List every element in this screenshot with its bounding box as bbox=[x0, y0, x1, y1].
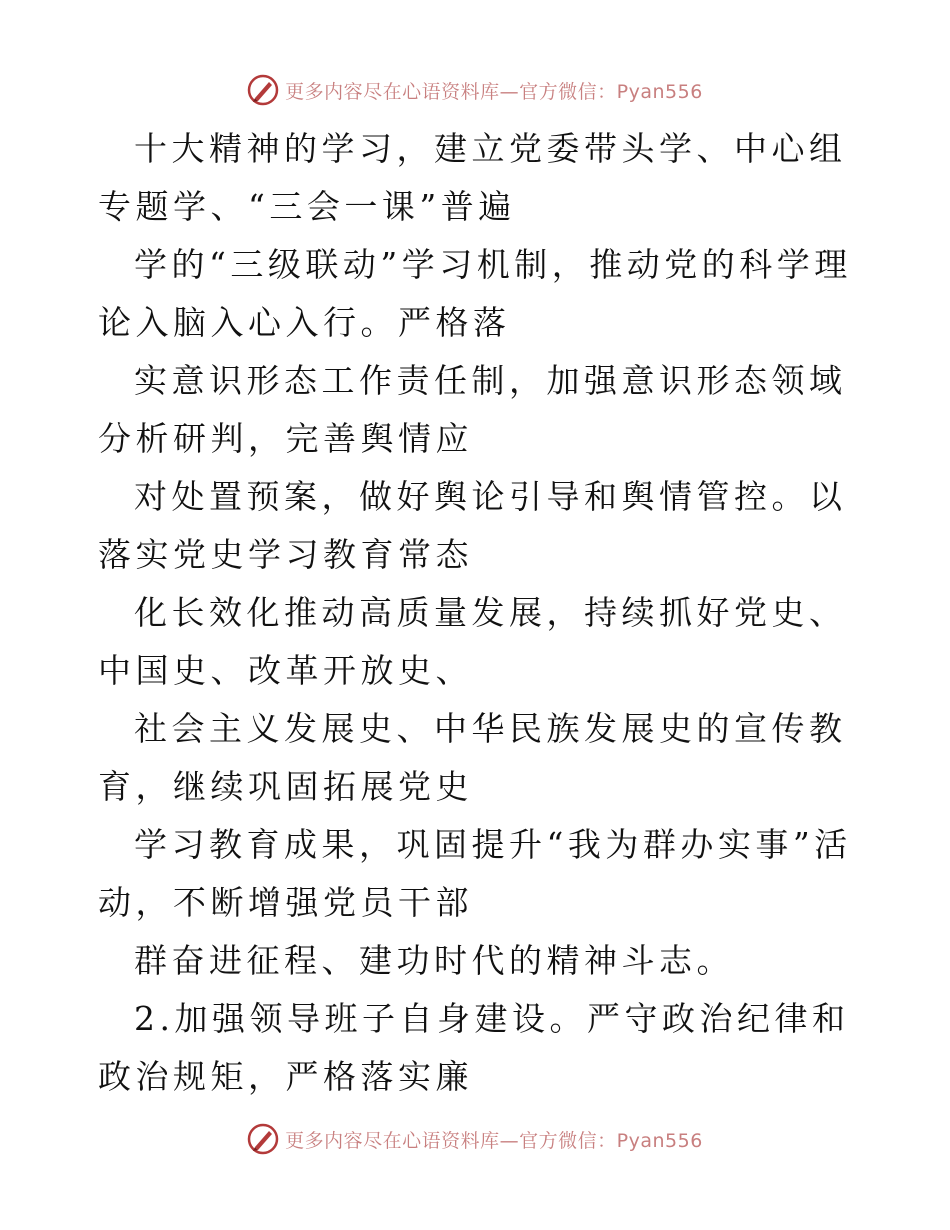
paragraph-2: 学的“三级联动”学习机制，推动党的科学理论入脑入心入行。严格落 bbox=[98, 245, 852, 342]
document-body bbox=[98, 120, 854, 1106]
paragraph-6: 社会主义发展史、中华民族发展史的宣传教育，继续巩固拓展党史 bbox=[98, 709, 847, 806]
paragraph-5: 化长效化推动高质量发展，持续抓好党史、中国史、改革开放史、 bbox=[98, 593, 847, 690]
pen-logo-icon bbox=[247, 74, 279, 106]
paragraph-4: 对处置预案，做好舆论引导和舆情管控。以落实党史学习教育常态 bbox=[98, 477, 847, 574]
header-watermark-text: 更多内容尽在心语资料库—官方微信：Pyan556 bbox=[285, 80, 703, 103]
paragraph-3: 实意识形态工作责任制，加强意识形态领域分析研判，完善舆情应 bbox=[98, 361, 847, 458]
footer-watermark bbox=[0, 1123, 950, 1155]
paragraph-7: 学习教育成果，巩固提升“我为群办实事”活动，不断增强党员干部 bbox=[98, 825, 852, 922]
footer-watermark-text: 更多内容尽在心语资料库—官方微信：Pyan556 bbox=[285, 1129, 703, 1152]
paragraph-8: 群奋进征程、建功时代的精神斗志。 bbox=[134, 941, 734, 980]
header-watermark bbox=[0, 74, 950, 106]
paragraph-9: 2.加强领导班子自身建设。严守政治纪律和政治规矩，严格落实廉 bbox=[98, 999, 850, 1096]
paragraph-1: 十大精神的学习，建立党委带头学、中心组专题学、“三会一课”普遍 bbox=[98, 129, 847, 226]
pen-logo-icon bbox=[247, 1123, 279, 1155]
